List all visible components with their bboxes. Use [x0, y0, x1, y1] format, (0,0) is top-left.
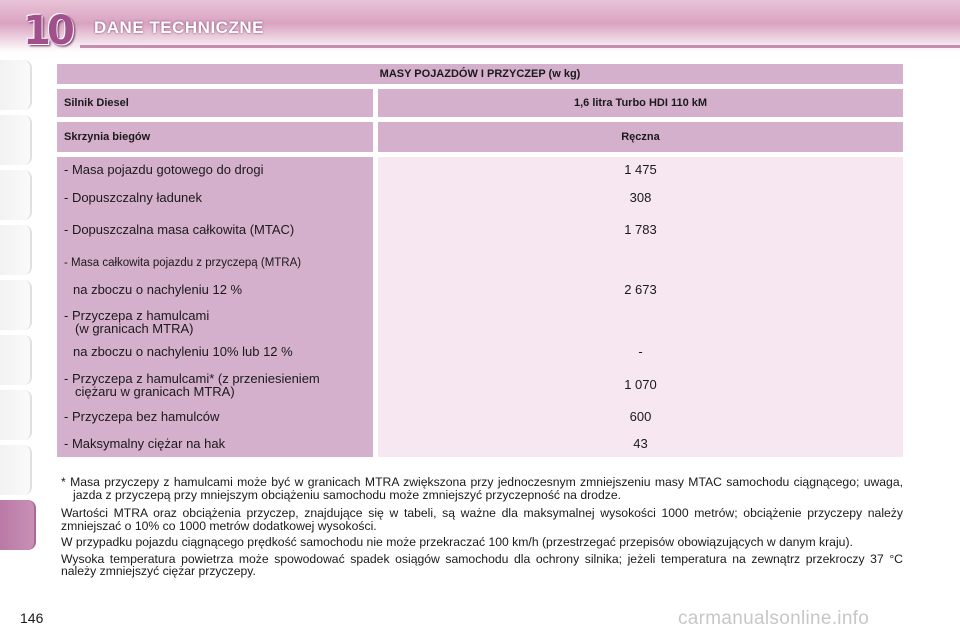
row-label-cont: ciężaru w granicach MTRA) [75, 384, 235, 399]
row-label: - Masa pojazdu gotowego do drogi [64, 162, 264, 177]
header-divider [80, 45, 960, 48]
notes-section [61, 476, 903, 582]
table-values-column [378, 157, 903, 457]
row-label: na zboczu o nachyleniu 12 % [73, 282, 243, 297]
row-value: 2 673 [624, 282, 657, 297]
watermark: carmanualsonline.info [678, 608, 870, 629]
chapter-number: 10 [23, 8, 71, 54]
row-value: - [638, 344, 643, 359]
row-value: 1 783 [624, 222, 657, 237]
row-label-cont: (w granicach MTRA) [75, 321, 194, 336]
chapter-tab[interactable] [0, 445, 32, 495]
row-label: - Przyczepa bez hamulców [64, 409, 220, 424]
chapter-tab[interactable] [0, 115, 32, 165]
row-value: 1 475 [624, 162, 657, 177]
row-label: na zboczu o nachyleniu 10% lub 12 % [73, 344, 293, 359]
table-row-engine [57, 89, 903, 117]
row-label: - Maksymalny ciężar na hak [64, 436, 226, 451]
chapter-tab[interactable] [0, 335, 32, 385]
page-title: DANE TECHNICZNE [94, 18, 264, 37]
row-label: - Przyczepa z hamulcami [64, 308, 210, 323]
row-value: 1 070 [624, 377, 657, 392]
note-paragraph: Wartości MTRA oraz obciążenia przyczep, znajdujące się w tabeli, są ważne dla maksymalnej wysokości 1000 metrów; obciążenie przyczepy należy zmniejszać o 10% co 1000 metrów dodatkowej wysokości. [61, 506, 903, 533]
gearbox-value: Ręczna [378, 122, 903, 152]
row-value: 43 [633, 436, 648, 451]
chapter-tab[interactable] [0, 60, 32, 110]
table-body [57, 157, 903, 457]
chapter-tab[interactable] [0, 280, 32, 330]
chapter-tab[interactable] [0, 225, 32, 275]
footnote: * Masa przyczepy z hamulcami może być w granicach MTRA zwiększona przy jednoczesnym zmniejszeniu masy MTAC samochodu ciągnącego; uwaga, jazda z przyczepą przy mniejszym obciążeniu samochodu może zmniejszyć przyczepność na drodze. [61, 475, 903, 502]
table-title: MASY POJAZDÓW I PRZYCZEP (w kg) [57, 64, 903, 84]
engine-label: Silnik Diesel [57, 89, 373, 117]
note-paragraph: W przypadku pojazdu ciągnącego prędkość samochodu nie może przekraczać 100 km/h (przestrzegać przepisów obowiązujących w danym kraju). [61, 535, 853, 549]
weights-table [57, 64, 903, 457]
chapter-tab-active[interactable] [0, 500, 36, 550]
row-label: - Przyczepa z hamulcami* (z przeniesieniem [64, 371, 320, 386]
row-label: - Masa całkowita pojazdu z przyczepą (MTRA) [64, 257, 302, 269]
row-value: 308 [629, 190, 652, 205]
table-row-gearbox [57, 122, 903, 152]
chapter-tab[interactable] [0, 390, 32, 440]
chapter-badge [18, 8, 76, 54]
note-paragraph: Wysoka temperatura powietrza może spowodować spadek osiągów samochodu dla ochrony silnika; jeżeli temperatura na zewnątrz przekroczy 37 °C należy zmniejszyć ciężar przyczepy. [61, 551, 903, 578]
engine-value: 1,6 litra Turbo HDI 110 kM [378, 89, 903, 117]
row-value: 600 [629, 409, 652, 424]
page-number: 146 [20, 610, 44, 626]
row-label: - Dopuszczalny ładunek [64, 190, 203, 205]
row-label: - Dopuszczalna masa całkowita (MTAC) [64, 222, 295, 237]
chapter-tab[interactable] [0, 170, 32, 220]
gearbox-label: Skrzynia biegów [57, 122, 373, 152]
chapter-tabs [0, 60, 40, 570]
table-labels-column [57, 157, 373, 457]
